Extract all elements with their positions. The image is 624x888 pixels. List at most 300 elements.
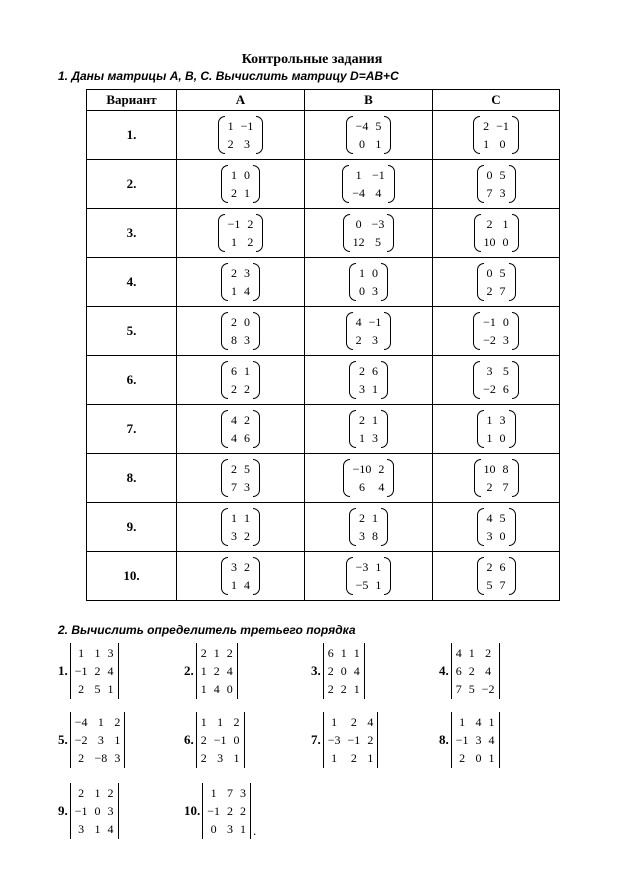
right-bar [244, 712, 245, 768]
determinant-grid [324, 643, 364, 699]
matrix-a [221, 312, 260, 350]
right-paren [512, 312, 519, 350]
right-bar [499, 712, 500, 768]
matrix-cell-container [177, 258, 305, 307]
left-paren [221, 557, 228, 595]
right-paren [253, 508, 260, 546]
matrix-grid [349, 165, 388, 203]
matrix-cell: 2 [107, 786, 114, 800]
matrix-c [477, 508, 516, 546]
matrix-cell: 2 [486, 560, 493, 574]
left-paren [349, 508, 356, 546]
matrix-cell: 4 [213, 682, 220, 696]
right-paren [253, 312, 260, 350]
matrix-cell-container [177, 111, 305, 160]
matrix-cell-container [305, 503, 433, 552]
matrix-a [221, 508, 260, 546]
matrix-cell: 5 [244, 462, 250, 476]
left-paren [342, 165, 349, 203]
matrix-grid [353, 312, 385, 350]
matrix-cell: 0 [499, 431, 506, 445]
matrix-cell: 5 [468, 682, 475, 696]
determinant-grid [452, 643, 499, 699]
determinant-1 [58, 643, 119, 699]
matrix-cell: 3 [486, 364, 493, 378]
matrix-cell: 1 [486, 431, 493, 445]
determinant-matrix [451, 643, 500, 699]
matrix-c [473, 312, 519, 350]
header-a: A [177, 90, 305, 111]
matrix-cell: 1 [353, 646, 360, 660]
determinant-grid [71, 712, 125, 768]
right-bar [364, 643, 365, 699]
matrix-cell: 12 [352, 235, 365, 249]
determinant-label: 6. [184, 732, 194, 747]
matrix-c [477, 165, 516, 203]
variant-number: 1. [87, 111, 177, 160]
left-paren [474, 459, 481, 497]
matrix-cell: 8 [372, 529, 378, 543]
header-b: B [305, 90, 433, 111]
matrix-grid [228, 557, 253, 595]
matrix-cell: −10 [352, 462, 372, 476]
matrix-cell: 8 [231, 333, 237, 347]
matrix-cell-container [305, 405, 433, 454]
right-paren [256, 214, 263, 252]
matrix-a [218, 116, 264, 154]
determinant-matrix [70, 643, 119, 699]
right-bar [250, 783, 251, 839]
variant-number: 8. [87, 454, 177, 503]
matrix-grid [228, 165, 253, 203]
matrix-cell: 4 [231, 413, 237, 427]
table-row [87, 209, 560, 258]
matrix-grid [228, 312, 253, 350]
matrix-cell: 0 [502, 315, 509, 329]
matrix-c [473, 361, 519, 399]
matrix-cell: 4 [107, 664, 114, 678]
matrix-cell: 0 [359, 137, 365, 151]
table-row [87, 552, 560, 601]
matrix-cell: 3 [231, 560, 237, 574]
determinant-matrix [451, 712, 500, 768]
matrix-cell-container [305, 258, 433, 307]
matrix-cell: 3 [107, 804, 114, 818]
matrix-cell: 2 [231, 462, 237, 476]
matrix-cell: −3 [327, 733, 341, 747]
matrix-grid [353, 557, 385, 595]
matrix-cell: 4 [355, 315, 362, 329]
matrix-cell: 1 [78, 646, 85, 660]
matrix-cell: −1 [483, 315, 496, 329]
matrix-cell: −1 [368, 315, 382, 329]
matrix-cell: 2 [350, 715, 357, 729]
matrix-cell: 3 [499, 186, 506, 200]
task1-heading: 1. Даны матрицы А, В, С. Вычислить матрицу D=AB+C [58, 69, 399, 83]
left-paren [221, 508, 228, 546]
matrix-b [346, 557, 392, 595]
matrix-cell-container [305, 160, 433, 209]
matrix-cell: 1 [210, 786, 217, 800]
matrix-grid [350, 459, 388, 497]
matrix-cell: 1 [244, 511, 250, 525]
matrix-cell: −4 [352, 186, 365, 200]
determinant-grid [324, 712, 378, 768]
matrix-cell: −2 [483, 382, 496, 396]
matrix-cell: −8 [94, 751, 108, 765]
determinant-grid [452, 712, 499, 768]
matrix-cell: 2 [247, 235, 254, 249]
matrix-cell: 3 [244, 480, 250, 494]
matrix-a [221, 263, 260, 301]
matrix-cell: 1 [355, 168, 362, 182]
matrix-cell: 1 [231, 511, 237, 525]
right-bar [118, 643, 119, 699]
matrix-cell: 1 [502, 217, 509, 231]
matrix-cell: 2 [227, 804, 234, 818]
matrix-cell: 1 [372, 413, 378, 427]
matrix-cell-container [433, 454, 560, 503]
right-paren [381, 361, 388, 399]
left-paren [221, 263, 228, 301]
matrix-grid [350, 214, 388, 252]
determinant-7 [311, 712, 378, 768]
matrix-cell: −2 [74, 733, 88, 747]
right-paren [381, 508, 388, 546]
matrix-cell: −1 [213, 733, 227, 747]
determinant-matrix [202, 783, 251, 839]
matrix-cell-container [433, 111, 560, 160]
left-paren [349, 263, 356, 301]
matrix-grid [356, 410, 381, 448]
matrix-cell: 3 [114, 751, 121, 765]
left-paren [218, 214, 225, 252]
matrix-cell: 7 [227, 786, 234, 800]
matrix-cell-container [177, 454, 305, 503]
matrix-cell: 0 [475, 751, 482, 765]
matrix-cell: 2 [231, 315, 237, 329]
matrix-cell: 1 [213, 646, 220, 660]
matrix-grid [356, 361, 381, 399]
matrix-cell: 7 [499, 284, 506, 298]
right-paren [381, 410, 388, 448]
left-paren [221, 361, 228, 399]
right-paren [384, 312, 391, 350]
matrix-cell: 2 [378, 462, 385, 476]
matrix-grid [480, 312, 512, 350]
matrix-cell: 1 [459, 715, 466, 729]
matrix-grid [228, 508, 253, 546]
right-paren [512, 361, 519, 399]
matrix-c [473, 116, 519, 154]
matrix-a [218, 214, 264, 252]
determinant-label: 2. [184, 663, 194, 678]
matrix-cell: 0 [355, 217, 362, 231]
matrix-cell: 3 [78, 822, 85, 836]
matrix-cell: 2 [78, 751, 85, 765]
determinant-grid [71, 783, 118, 839]
matrix-cell: 2 [200, 751, 207, 765]
matrix-cell: −1 [74, 804, 88, 818]
matrix-cell: 0 [226, 682, 233, 696]
matrix-cell: 7 [499, 578, 506, 592]
left-paren [346, 557, 353, 595]
right-paren [381, 263, 388, 301]
trailing-period: . [253, 823, 257, 838]
matrix-cell: 2 [355, 333, 362, 347]
determinant-label: 8. [439, 732, 449, 747]
matrix-cell-container [177, 160, 305, 209]
matrix-cell: 2 [350, 751, 357, 765]
matrix-cell-container [433, 307, 560, 356]
matrix-cell: 1 [372, 382, 378, 396]
matrix-cell: 2 [114, 715, 121, 729]
determinant-matrix [196, 712, 245, 768]
matrix-cell: 1 [375, 560, 382, 574]
matrix-cell: 4 [488, 733, 495, 747]
task2-heading: 2. Вычислить определитель третьего порядка [58, 623, 356, 637]
right-paren [384, 116, 391, 154]
matrix-cell: 2 [486, 217, 493, 231]
left-paren [221, 459, 228, 497]
left-paren [477, 508, 484, 546]
left-paren [477, 410, 484, 448]
determinant-label: 4. [439, 663, 449, 678]
variant-number: 2. [87, 160, 177, 209]
matrix-grid [484, 410, 509, 448]
matrix-cell: 1 [227, 119, 234, 133]
matrix-cell: 4 [244, 284, 250, 298]
matrix-grid [356, 508, 381, 546]
matrix-cell: 2 [200, 733, 207, 747]
determinant-matrix [323, 643, 365, 699]
right-paren [388, 165, 395, 203]
matrix-cell: −4 [355, 119, 369, 133]
matrix-cell: −1 [227, 217, 241, 231]
right-paren [509, 165, 516, 203]
matrix-cell: 5 [502, 364, 509, 378]
right-paren [509, 508, 516, 546]
matrix-cell: 2 [459, 751, 466, 765]
matrix-cell: 4 [226, 664, 233, 678]
matrix-cell: 6 [372, 364, 378, 378]
matrix-cell: 0 [94, 804, 101, 818]
matrix-cell: 7 [231, 480, 237, 494]
matrix-cell-container [305, 356, 433, 405]
matrix-cell: −5 [355, 578, 369, 592]
right-bar [499, 643, 500, 699]
matrix-cell: 0 [244, 315, 250, 329]
right-bar [118, 783, 119, 839]
left-paren [343, 459, 350, 497]
matrix-cell: 1 [217, 715, 224, 729]
right-paren [253, 557, 260, 595]
table-row [87, 307, 560, 356]
left-paren [477, 557, 484, 595]
variant-number: 7. [87, 405, 177, 454]
matrix-cell: 2 [78, 682, 85, 696]
matrix-grid [225, 214, 257, 252]
matrix-grid [480, 116, 512, 154]
matrix-grid [481, 214, 512, 252]
matrix-cell: 4 [367, 715, 374, 729]
matrix-cell: 2 [233, 715, 240, 729]
matrix-cell: 1 [231, 168, 237, 182]
matrix-cell: 1 [94, 646, 101, 660]
right-paren [512, 459, 519, 497]
matrix-cell-container [433, 552, 560, 601]
variant-number: 3. [87, 209, 177, 258]
left-paren [477, 165, 484, 203]
matrix-cell: −1 [347, 733, 361, 747]
right-paren [509, 557, 516, 595]
matrix-cell: −1 [496, 119, 509, 133]
matrix-cell: 2 [486, 284, 493, 298]
matrix-cell: 4 [455, 646, 462, 660]
matrix-cell: 1 [94, 786, 101, 800]
matrix-cell-container [177, 552, 305, 601]
matrix-cell: 0 [233, 733, 240, 747]
matrix-cell: 5 [499, 511, 506, 525]
matrix-cell-container [433, 356, 560, 405]
determinant-matrix [323, 712, 379, 768]
matrix-cell-container [433, 405, 560, 454]
right-bar [377, 712, 378, 768]
table-row [87, 503, 560, 552]
determinant-9 [58, 783, 119, 839]
matrix-grid [353, 116, 385, 154]
matrix-cell: 5 [94, 682, 101, 696]
matrix-cell: 0 [499, 529, 506, 543]
left-paren [349, 410, 356, 448]
matrix-cell: 1 [231, 284, 237, 298]
matrix-cell: 4 [486, 511, 493, 525]
table-header-row [87, 90, 560, 111]
matrix-cell: −1 [372, 168, 385, 182]
matrix-cell: 1 [331, 751, 338, 765]
matrix-b [349, 263, 388, 301]
matrix-cell: 1 [372, 511, 378, 525]
matrix-grid [228, 410, 253, 448]
matrix-cell: 2 [227, 137, 234, 151]
right-paren [253, 165, 260, 203]
matrix-cell: 1 [244, 186, 250, 200]
matrix-cell: 2 [486, 480, 493, 494]
matrix-cell: 2 [244, 529, 250, 543]
matrix-cell: 6 [231, 364, 237, 378]
matrix-cell: 1 [375, 137, 382, 151]
matrix-cell: 0 [359, 284, 365, 298]
matrix-b [349, 508, 388, 546]
right-paren [253, 361, 260, 399]
matrix-cell: −3 [371, 217, 385, 231]
matrix-cell: 3 [475, 733, 482, 747]
page-title: Контрольные задания [241, 52, 383, 67]
matrix-cell-container [305, 307, 433, 356]
matrix-cell: 1 [233, 751, 240, 765]
matrix-cell: 2 [226, 646, 233, 660]
left-paren [221, 312, 228, 350]
determinant-label: 9. [58, 803, 68, 818]
matrix-cell: 1 [367, 751, 374, 765]
matrix-cell: 3 [359, 382, 365, 396]
matrix-cell: 2 [483, 119, 490, 133]
right-paren [387, 214, 394, 252]
matrix-cell: 1 [488, 751, 495, 765]
matrix-cell: 7 [455, 682, 462, 696]
matrix-cell: 10 [483, 235, 496, 249]
matrix-cell: 1 [488, 715, 495, 729]
matrix-cell: 3 [231, 529, 237, 543]
left-paren [346, 312, 353, 350]
determinant-2 [184, 643, 238, 699]
matrix-grid [484, 557, 509, 595]
left-paren [346, 116, 353, 154]
matrix-cell: 0 [244, 168, 250, 182]
matrix-cell: 1 [359, 266, 365, 280]
determinant-label: 3. [311, 663, 321, 678]
matrix-cell: 1 [114, 733, 121, 747]
right-paren [509, 263, 516, 301]
matrix-cell: 3 [217, 751, 224, 765]
right-bar [237, 643, 238, 699]
matrix-a [221, 165, 260, 203]
left-paren [349, 361, 356, 399]
matrix-cell: 4 [375, 186, 382, 200]
matrix-c [474, 214, 519, 252]
matrix-cell: 3 [240, 786, 247, 800]
determinant-label: 7. [311, 732, 321, 747]
matrix-a [221, 557, 260, 595]
left-paren [473, 361, 480, 399]
matrix-cell: −1 [240, 119, 254, 133]
matrix-cell: 3 [107, 646, 114, 660]
matrix-cell-container [305, 111, 433, 160]
left-paren [221, 410, 228, 448]
matrix-cell: 4 [485, 664, 492, 678]
determinant-10 [184, 783, 256, 839]
matrix-cell: 2 [359, 511, 365, 525]
matrix-cell: −4 [74, 715, 88, 729]
right-paren [253, 263, 260, 301]
matrix-c [474, 459, 519, 497]
right-paren [384, 557, 391, 595]
right-paren [512, 214, 519, 252]
matrix-cell: 3 [372, 431, 378, 445]
determinant-3 [311, 643, 365, 699]
determinant-grid [197, 643, 237, 699]
matrix-c [477, 410, 516, 448]
matrix-c [477, 557, 516, 595]
matrix-cell: 2 [240, 804, 247, 818]
left-paren [474, 214, 481, 252]
determinant-8 [439, 712, 500, 768]
matrix-grid [228, 263, 253, 301]
matrix-cell-container [305, 552, 433, 601]
right-paren [509, 410, 516, 448]
matrix-b [343, 459, 395, 497]
matrix-cell: 6 [499, 560, 506, 574]
matrix-grid [228, 361, 253, 399]
matrix-cell: 1 [483, 137, 490, 151]
matrix-b [343, 214, 395, 252]
matrix-cell: 5 [375, 235, 381, 249]
variant-number: 6. [87, 356, 177, 405]
table-row [87, 160, 560, 209]
matrix-c [477, 263, 516, 301]
matrix-cell: 5 [499, 168, 506, 182]
matrix-b [346, 116, 392, 154]
